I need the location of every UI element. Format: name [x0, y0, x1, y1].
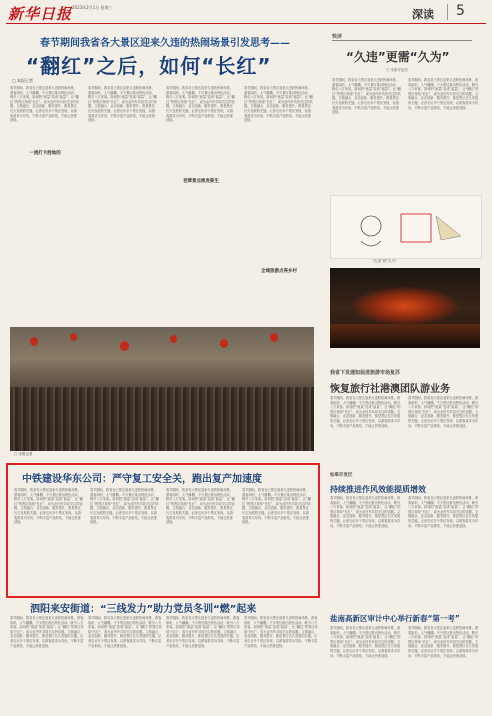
- bottom-story-text: 春节期间，我省各大景区迎来久违的热闹场景，游客如织，人气爆棚。不少景区推出特色活动，吸引八方来客。如何把“流量”变成“留量”，让“翻红”的景区持续“长红”，成为业内外共同关注的话题。文旅融合、业态创新、服务提升，都是景区长久发展的关键。记者走访多个景区发现，以游客需求为导向，不断丰富产品供给，才能让热度延续。: [88, 616, 162, 648]
- lead-byline: □ 本报记者: [12, 78, 34, 83]
- lead-headline: “翻红”之后，如何“长红”: [26, 54, 272, 78]
- date-line: 2023年2月1日 星期三: [72, 5, 113, 10]
- bottom-story-text: 春节期间，我省各大景区迎来久违的热闹场景，游客如织，人气爆棚。不少景区推出特色活动，吸引八方来客。如何把“流量”变成“留量”，让“翻红”的景区持续“长红”，成为业内外共同关注的话题。文旅融合、业态创新、服务提升，都是景区长久发展的关键。记者走访多个景区发现，以游客需求为导向，不断丰富产品供给，才能让热度延续。: [10, 616, 84, 648]
- divider: [447, 4, 448, 20]
- right-story-text: 春节期间，我省各大景区迎来久违的热闹场景，游客如织，人气爆棚。不少景区推出特色活动，吸引八方来客。如何把“流量”变成“留量”，让“翻红”的景区持续“长红”，成为业内外共同关注的话题。文旅融合、业态创新、服务提升，都是景区长久发展的关键。记者走访多个景区发现，以游客需求为导向，不断丰富产品供给，才能让热度延续。: [330, 396, 401, 428]
- right-story2-text: 春节期间，我省各大景区迎来久违的热闹场景，游客如织，人气爆棚。不少景区推出特色活动，吸引八方来客。如何把“流量”变成“留量”，让“翻红”的景区持续“长红”，成为业内外共同关注的话题。文旅融合、业态创新、服务提升，都是景区长久发展的关键。记者走访多个景区发现，以游客需求为导向，不断丰富产品供给，才能让热度延续。: [330, 496, 401, 528]
- column-text: 春节期间，我省各大景区迎来久违的热闹场景，游客如织，人气爆棚。不少景区推出特色活动，吸引八方来客。如何把“流量”变成“留量”，让“翻红”的景区持续“长红”，成为业内外共同关注的话题。文旅融合、业态创新、服务提升，都是景区长久发展的关键。记者走访多个景区发现，以游客需求为导向，不断丰富产品供给，才能让热度延续。: [332, 78, 401, 115]
- column-tag: 快评: [332, 33, 472, 41]
- right-story-kicker: 我省下发通知促进旅游市场复苏: [330, 370, 401, 376]
- right-story2-text: 春节期间，我省各大景区迎来久违的热闹场景，游客如织，人气爆棚。不少景区推出特色活动，吸引八方来客。如何把“流量”变成“留量”，让“翻红”的景区持续“长红”，成为业内外共同关注的话题。文旅融合、业态创新、服务提升，都是景区长久发展的关键。记者走访多个景区发现，以游客需求为导向，不断丰富产品供给，才能让热度延续。: [408, 496, 479, 528]
- lead-kicker: 春节期间我省各大景区迎来久违的热闹场景引发思考——: [40, 38, 290, 49]
- photo-caption: □ 本报记者: [14, 452, 33, 456]
- column-headline: “久违”更需“久为”: [346, 50, 450, 64]
- newspaper-logo: 新华日报: [8, 5, 73, 23]
- feature-text: 春节期间，我省各大景区迎来久违的热闹场景，游客如织，人气爆棚。不少景区推出特色活动，吸引八方来客。如何把“流量”变成“留量”，让“翻红”的景区持续“长红”，成为业内外共同关注的话题。文旅融合、业态创新、服务提升，都是景区长久发展的关键。记者走访多个景区发现，以游客需求为导向，不断丰富产品供给，才能让热度延续。: [242, 488, 311, 525]
- feature-text: 春节期间，我省各大景区迎来久违的热闹场景，游客如织，人气爆棚。不少景区推出特色活动，吸引八方来客。如何把“流量”变成“留量”，让“翻红”的景区持续“长红”，成为业内外共同关注的话题。文旅融合、业态创新、服务提升，都是景区长久发展的关键。记者走访多个景区发现，以游客需求为导向，不断丰富产品供给，才能让热度延续。: [90, 488, 159, 525]
- right-story-headline: 恢复旅行社港澳团队游业务: [330, 384, 450, 395]
- article-column: 春节期间，我省各大景区迎来久违的热闹场景，游客如织，人气爆棚。不少景区推出特色活动，吸引八方来客。如何把“流量”变成“留量”，让“翻红”的景区持续“长红”，成为业内外共同关注的话题。文旅融合、业态创新、服务提升，都是景区长久发展的关键。记者走访多个景区发现，以游客需求为导向，不断丰富产品供给，才能让热度延续。: [10, 86, 79, 123]
- right-story2-headline: 持续推进作风效能提质增效: [330, 485, 426, 494]
- bottom-story-headline: 泗阳来安街道：“三线发力”助力党员冬训“燃”起来: [30, 604, 257, 615]
- fireworks-photo: [330, 268, 480, 348]
- article-subhead: 老牌景点焕发新生: [183, 179, 219, 184]
- column-author: □ 本报评论员: [386, 68, 408, 72]
- cartoon-caption: “久违”到“久为”: [372, 259, 397, 263]
- right-story-text: 春节期间，我省各大景区迎来久违的热闹场景，游客如织，人气爆棚。不少景区推出特色活动，吸引八方来客。如何把“流量”变成“留量”，让“翻红”的景区持续“长红”，成为业内外共同关注的话题。文旅融合、业态创新、服务提升，都是景区长久发展的关键。记者走访多个景区发现，以游客需求为导向，不断丰富产品供给，才能让热度延续。: [408, 396, 479, 428]
- article-column: 春节期间，我省各大景区迎来久违的热闹场景，游客如织，人气爆棚。不少景区推出特色活动，吸引八方来客。如何把“流量”变成“留量”，让“翻红”的景区持续“长红”，成为业内外共同关注的话题。文旅融合、业态创新、服务提升，都是景区长久发展的关键。记者走访多个景区发现，以游客需求为导向，不断丰富产品供给，才能让热度延续。: [166, 86, 235, 123]
- article-subhead: 全域旅游点亮乡村: [261, 269, 297, 274]
- cartoon-illustration: [330, 195, 482, 259]
- page-number: 5: [456, 3, 465, 19]
- feature-headline: 中铁建设华东公司：严守复工安全关，跑出复产加速度: [22, 474, 262, 485]
- feature-text: 春节期间，我省各大景区迎来久违的热闹场景，游客如织，人气爆棚。不少景区推出特色活动，吸引八方来客。如何把“流量”变成“留量”，让“翻红”的景区持续“长红”，成为业内外共同关注的话题。文旅融合、业态创新、服务提升，都是景区长久发展的关键。记者走访多个景区发现，以游客需求为导向，不断丰富产品供给，才能让热度延续。: [14, 488, 83, 525]
- right-story3-headline: 盐南高新区审计中心举行新春“第一考”: [330, 614, 460, 623]
- masthead-rule: [6, 23, 486, 24]
- article-column: 春节期间，我省各大景区迎来久违的热闹场景，游客如织，人气爆棚。不少景区推出特色活动，吸引八方来客。如何把“流量”变成“留量”，让“翻红”的景区持续“长红”，成为业内外共同关注的话题。文旅融合、业态创新、服务提升，都是景区长久发展的关键。记者走访多个景区发现，以游客需求为导向，不断丰富产品供给，才能让热度延续。: [88, 86, 157, 123]
- section-name: 深读: [412, 8, 434, 21]
- bottom-story-text: 春节期间，我省各大景区迎来久违的热闹场景，游客如织，人气爆棚。不少景区推出特色活动，吸引八方来客。如何把“流量”变成“留量”，让“翻红”的景区持续“长红”，成为业内外共同关注的话题。文旅融合、业态创新、服务提升，都是景区长久发展的关键。记者走访多个景区发现，以游客需求为导向，不断丰富产品供给，才能让热度延续。: [166, 616, 240, 648]
- bottom-story-text: 春节期间，我省各大景区迎来久违的热闹场景，游客如织，人气爆棚。不少景区推出特色活动，吸引八方来客。如何把“流量”变成“留量”，让“翻红”的景区持续“长红”，成为业内外共同关注的话题。文旅融合、业态创新、服务提升，都是景区长久发展的关键。记者走访多个景区发现，以游客需求为导向，不断丰富产品供给，才能让热度延续。: [244, 616, 318, 648]
- right-story3-text: 春节期间，我省各大景区迎来久违的热闹场景，游客如织，人气爆棚。不少景区推出特色活动，吸引八方来客。如何把“流量”变成“留量”，让“翻红”的景区持续“长红”，成为业内外共同关注的话题。文旅融合、业态创新、服务提升，都是景区长久发展的关键。记者走访多个景区发现，以游客需求为导向，不断丰富产品供给，才能让热度延续。: [408, 626, 479, 658]
- right-story3-text: 春节期间，我省各大景区迎来久违的热闹场景，游客如织，人气爆棚。不少景区推出特色活动，吸引八方来客。如何把“流量”变成“留量”，让“翻红”的景区持续“长红”，成为业内外共同关注的话题。文旅融合、业态创新、服务提升，都是景区长久发展的关键。记者走访多个景区发现，以游客需求为导向，不断丰富产品供给，才能让热度延续。: [330, 626, 401, 658]
- article-column: 春节期间，我省各大景区迎来久违的热闹场景，游客如织，人气爆棚。不少景区推出特色活动，吸引八方来客。如何把“流量”变成“留量”，让“翻红”的景区持续“长红”，成为业内外共同关注的话题。文旅融合、业态创新、服务提升，都是景区长久发展的关键。记者走访多个景区发现，以游客需求为导向，不断丰富产品供给，才能让热度延续。: [244, 86, 313, 123]
- feature-text: 春节期间，我省各大景区迎来久违的热闹场景，游客如织，人气爆棚。不少景区推出特色活动，吸引八方来客。如何把“流量”变成“留量”，让“翻红”的景区持续“长红”，成为业内外共同关注的话题。文旅融合、业态创新、服务提升，都是景区长久发展的关键。记者走访多个景区发现，以游客需求为导向，不断丰富产品供给，才能让热度延续。: [166, 488, 235, 525]
- article-subhead: 一流打卡胜地的: [29, 151, 61, 156]
- right-story2-kicker: 如皋开发区: [330, 473, 353, 478]
- column-text: 春节期间，我省各大景区迎来久违的热闹场景，游客如织，人气爆棚。不少景区推出特色活动，吸引八方来客。如何把“流量”变成“留量”，让“翻红”的景区持续“长红”，成为业内外共同关注的话题。文旅融合、业态创新、服务提升，都是景区长久发展的关键。记者走访多个景区发现，以游客需求为导向，不断丰富产品供给，才能让热度延续。: [408, 78, 479, 110]
- lead-photo: [10, 327, 314, 451]
